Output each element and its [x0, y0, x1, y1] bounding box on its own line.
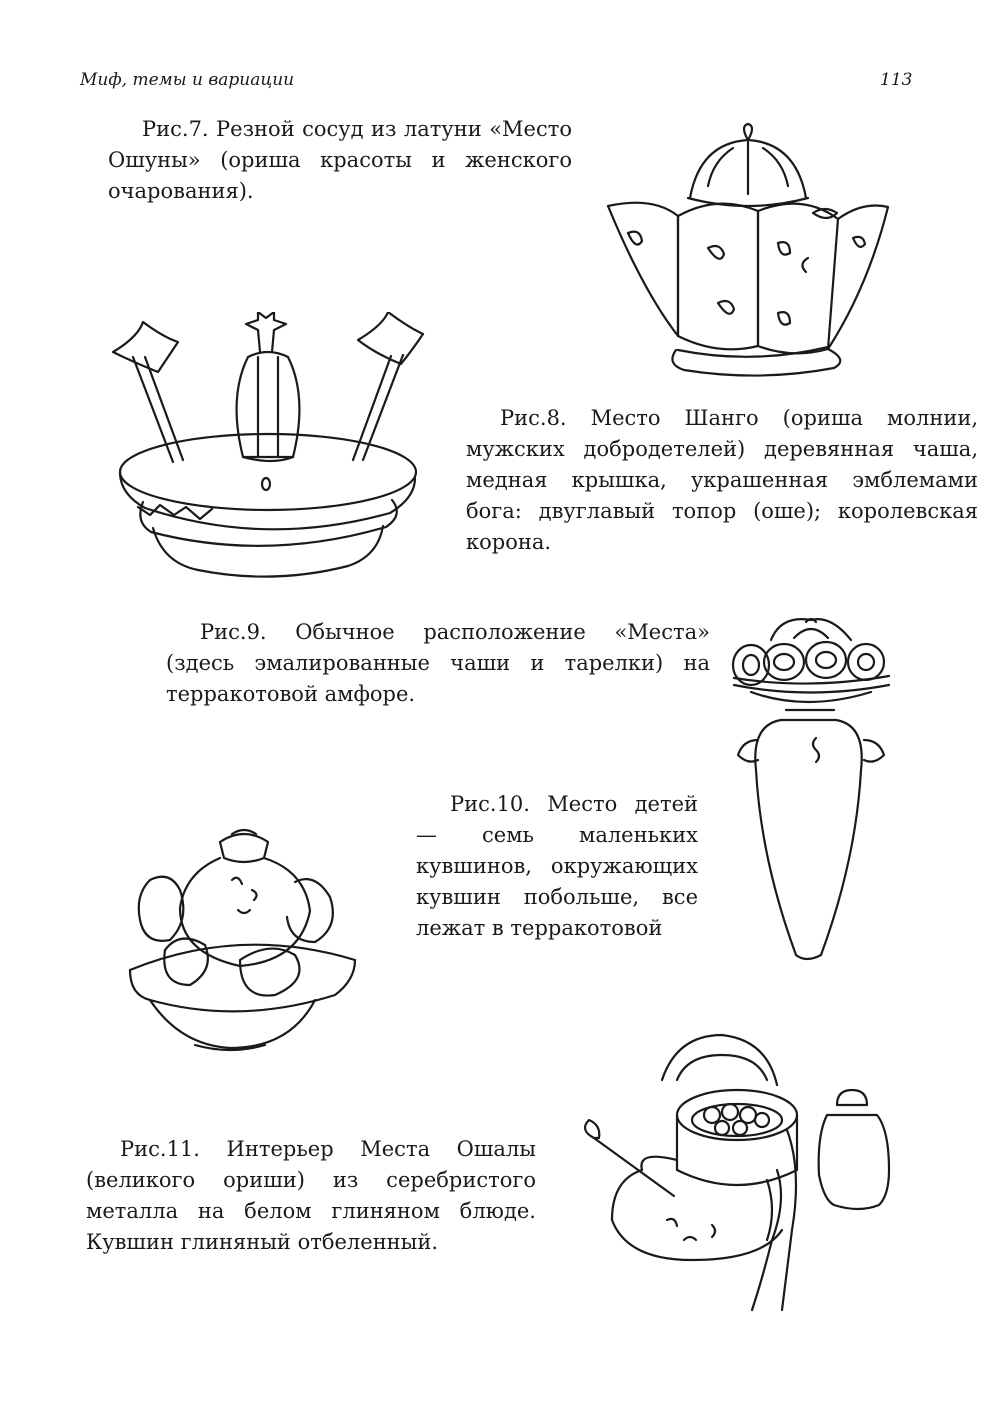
illustration-fig10-children-place — [120, 820, 360, 1060]
illustration-fig9-amphora — [726, 610, 896, 962]
illustration-fig8-shango-place — [108, 312, 438, 582]
caption-fig11-text: Рис.11. Интерьер Места Ошалы (великого ориши) из серебристого металла на белом глиняном блюде. Кувшин глиняный отбеленный. — [86, 1137, 536, 1254]
caption-fig9 — [166, 617, 710, 710]
caption-fig11 — [86, 1134, 536, 1258]
illustration-fig11-oshala-interior — [572, 1020, 902, 1320]
caption-fig7 — [108, 114, 572, 207]
page-number: 113 — [880, 70, 913, 90]
caption-fig8-text: Рис.8. Место Шанго (ориша молнии, мужских добродетелей) деревянная чаша, медная крышка, украшенная эмблемами бога: двуглавый топор (оше); королевская корона. — [466, 406, 978, 554]
caption-fig7-text: Рис.7. Резной сосуд из латуни «Место Ошуны» (ориша красоты и женского очарования). — [108, 117, 572, 203]
running-title: Миф, темы и вариации — [80, 70, 295, 90]
caption-fig8 — [466, 403, 978, 558]
illustration-fig7-osun-vessel — [598, 118, 898, 378]
caption-fig10-text: Рис.10. Место детей — семь маленьких кувшинов, окружающих кувшин побольше, все лежат в терракотовой — [416, 792, 698, 940]
caption-fig9-text: Рис.9. Обычное расположение «Места» (здесь эмалированные чаши и тарелки) на терракотовой амфоре. — [166, 620, 710, 706]
caption-fig10 — [416, 789, 698, 944]
